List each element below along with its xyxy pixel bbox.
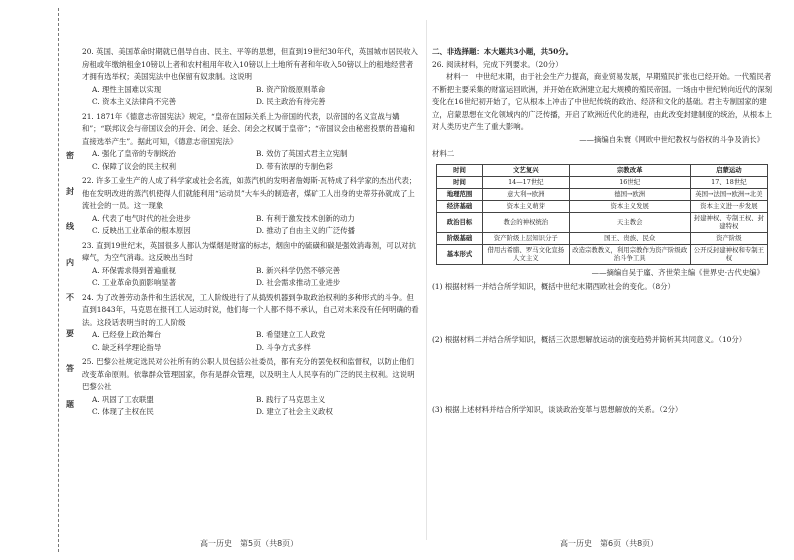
material-2-table [436,164,768,265]
page-divider [426,20,427,540]
answer-space-2[interactable] [432,346,776,402]
page-5 [82,46,420,526]
section-title: 二、非选择题：本大题共3小题，共50分。 [432,47,574,56]
option-list [82,329,420,354]
table-cell: 改造宗教教义，利用宗教作为资产阶级政治斗争工具 [569,244,690,264]
table-row [437,188,768,200]
binding-char: 线 [66,221,74,232]
table-row [437,232,768,244]
question-25 [82,356,420,419]
question-26-stem: 26. 阅读材料，完成下列要求。（20分） [432,59,563,69]
option-list [82,394,420,419]
table-cell: 17、18世纪 [690,176,767,188]
binding-char: 封 [66,185,74,196]
table-cell: 公开反封建神权和专制王权 [690,244,767,264]
table-row [437,212,768,232]
table-row-header: 基本形式 [437,244,483,264]
binding-char: 题 [66,398,74,409]
table-cell: 资产阶级 [690,232,767,244]
answer-option[interactable]: D. 推动了自由主义的广泛传播 [256,226,356,235]
option-list [82,213,420,238]
answer-option[interactable]: D. 社会需求推动工业进步 [256,278,341,287]
answer-option[interactable]: A. 代表了电气时代的社会进步 [92,213,191,223]
question-21 [82,111,420,174]
option-list [82,84,420,109]
answer-option[interactable]: C. 保障了议会的民主权利 [92,161,176,171]
table-cell: 教会的神权统治 [483,212,570,232]
table-row [437,200,768,212]
sub-question-1: (1) 根据材料一并结合所学知识，概括中世纪末期西欧社会的变化。（8分） [432,282,675,291]
binding-char: 不 [66,292,74,303]
answer-option[interactable]: D. 斗争方式多样 [256,342,311,352]
answer-option[interactable]: D. 建立了社会主义政权 [256,407,333,416]
answer-space-1[interactable] [432,294,776,332]
page-6-footer: 高一历史 第6页（共8页） [560,539,659,548]
question-24 [82,292,420,355]
answer-option[interactable]: D. 民主政治有待完善 [256,97,326,106]
answer-option[interactable]: C. 工业革命负面影响显著 [92,278,176,287]
table-header-cell: 启蒙运动 [690,164,767,176]
sub-question-2: (2) 根据材料二并结合所学知识，概括三次思想解放运动的演变趋势并简析其共同意义。（10分） [432,334,747,344]
table-row-header: 经济基础 [437,200,483,212]
table-row-header: 阶级基础 [437,232,483,244]
binding-char: 密 [66,150,74,160]
answer-option[interactable]: B. 践行了马克思主义 [256,394,326,404]
binding-char: 答 [66,363,74,374]
question-22 [82,175,420,238]
sub-question-3: (3) 根据上述材料并结合所学知识，谈谈政治变革与思想解放的关系。（2分） [432,405,683,414]
material-1-source: ——摘编自朱寰《网欧中世纪教权与俗权的斗争及消长》 [579,134,764,144]
answer-option[interactable]: B. 有利于激发技术创新的动力 [256,213,355,223]
answer-option[interactable]: C. 反映出工业革命的根本原因 [92,226,191,235]
table-header-row [437,164,768,176]
table-cell: 资本主义发展 [569,200,690,212]
binding-char: 要 [66,327,74,338]
binding-dashed-line [58,8,60,552]
question-stem: 24. 为了改善劳动条件和生活状况，工人阶级进行了从捣毁机器到争取政治权利的多种形式的斗争。但直到1843年，马克思在报刊工人运动时说，他们每一个人都不得不承认，自己对未来没有任何明确的看法。这段话表明当时的工人阶级 [82,292,419,327]
option-list [82,265,420,290]
table-cell: 天主教会 [569,212,690,232]
answer-option[interactable]: C. 资本主义法律尚不完善 [92,97,176,106]
table-header-cell: 时间 [437,164,483,176]
binding-char: 内 [66,256,74,267]
binding-margin-text [64,150,76,410]
table-row [437,176,768,188]
answer-option[interactable]: C. 体现了主权在民 [92,407,154,416]
table-cell: 借用古希腊、罗马文化宣扬人文主义 [483,244,570,264]
table-cell: 资产阶级上层知识分子 [483,232,570,244]
answer-option[interactable]: B. 效仿了英国式君主立宪制 [256,149,348,158]
material-1 [432,71,776,134]
answer-option[interactable]: A. 环保需求得到普遍重视 [92,265,176,275]
table-cell: 意大利→欧洲 [483,188,570,200]
table-cell: 英国→法国→欧洲→北美 [690,188,767,200]
table-cell: 国王、贵族、民众 [569,232,690,244]
answer-option[interactable]: B. 希望建立工人政党 [256,330,326,339]
table-cell: 德国→欧洲 [569,188,690,200]
answer-option[interactable]: A. 巩固了工农联盟 [92,394,154,404]
answer-option[interactable]: B. 资产阶级原则革命 [256,84,326,94]
table-header-cell: 宗教改革 [569,164,690,176]
question-stem: 21. 1871年《德意志帝国宪法》规定，“皇帝在国际关系上为帝国的代表，以帝国的名义宣战与媾和”；“联邦议会与帝国议会的开会、闭会、延会、闭会之权属于皇帝”；“帝国议会由秘密投票的普遍和直接选举产生”。据此可知，《德意志帝国宪法》 [82,111,415,146]
table-cell: 资本主义进一步发展 [690,200,767,212]
table-header-cell: 文艺复兴 [483,164,570,176]
table-cell: 14—17世纪 [483,176,570,188]
page-5-footer: 高一历史 第5页（共8页） [200,539,299,548]
table-row [437,244,768,264]
table-cell: 封建神权、专制王权、封建特权 [690,212,767,232]
table-row-header: 政治目标 [437,212,483,232]
table-cell: 资本主义萌芽 [483,200,570,212]
page-6 [432,46,776,526]
table-row-header: 地理范围 [437,188,483,200]
question-stem: 23. 直到19世纪末，英国很多人都认为煤烟是财富的标志，烟囱中的硫磺和碳是强效消毒剂，可以对抗瘴气，为空气消毒。这反映出当时 [82,240,416,262]
answer-option[interactable]: A. 已经登上政治舞台 [92,330,162,339]
material-1-label: 材料一 [446,72,469,81]
question-23 [82,240,420,290]
table-row-header: 时间 [437,176,483,188]
question-stem: 22. 许多工业生产的人成了科学家或社会名流，如蒸汽机的发明者詹姆斯·瓦特成了科学家的杰出代表；他在发明改进的蒸汽机使得人们就能利用“运动员”大车头的制造者，煤矿工人出身的史蒂芬孙就成了上流社会的一员。这一现象 [82,176,417,210]
material-2-label: 材料二 [432,149,455,158]
question-20 [82,46,420,109]
table-cell: 16世纪 [569,176,690,188]
option-list [82,148,420,173]
answer-option[interactable]: A. 强化了皇帝的专制统治 [92,149,176,158]
question-stem: 20. 英国、美国革命时期就已倡导自由、民主、平等的思想，但直到19世纪30年代，英国城市居民收入房租或年缴纳租金10镑以上者和农村租用年收入10镑以上土地所有者和年收入50镑以上的租地经营者才拥有选举权；美国宪法中也保留有奴隶制。这说明 [82,47,418,81]
answer-option[interactable]: A. 理性主国难以实现 [92,84,162,94]
answer-option[interactable]: D. 带有浓厚的专制色彩 [256,161,333,171]
material-1-text: 中世纪末期，由于社会生产力提高，商业贸易发展，早期殖民扩张也已经开始。一代殖民者不断把主要采集的财富运回欧洲，并开始在欧洲建立起大规模的殖民帝国。一场由中世纪转向近代的深刻变化在16世纪初开始了，它从根本上冲击了中世纪传统的政治、经济和文化的基础。君主专制国家的建立，启蒙思想在文化领域内的广泛传播，开启了欧洲近代化的进程，由此改变封建制度的统治，从根本上对人类历史产生了重大影响。 [432,72,772,131]
answer-option[interactable]: C. 缺乏科学理论指导 [92,342,162,352]
material-2-source: ——摘编自吴于廑、齐世荣主编《世界史·古代史编》 [591,267,764,277]
question-stem: 25. 巴黎公社规定选民对公社所有的公职人员包括公社委员，都有充分的罢免权和监督权，以防止他们改变革命原则。依靠群众管理国家，你有是群众管理，以及明主人人民享有的广泛的民主权利。这说明巴黎公社 [82,357,415,391]
answer-option[interactable]: B. 新兴科学仍然不够完善 [256,265,341,275]
